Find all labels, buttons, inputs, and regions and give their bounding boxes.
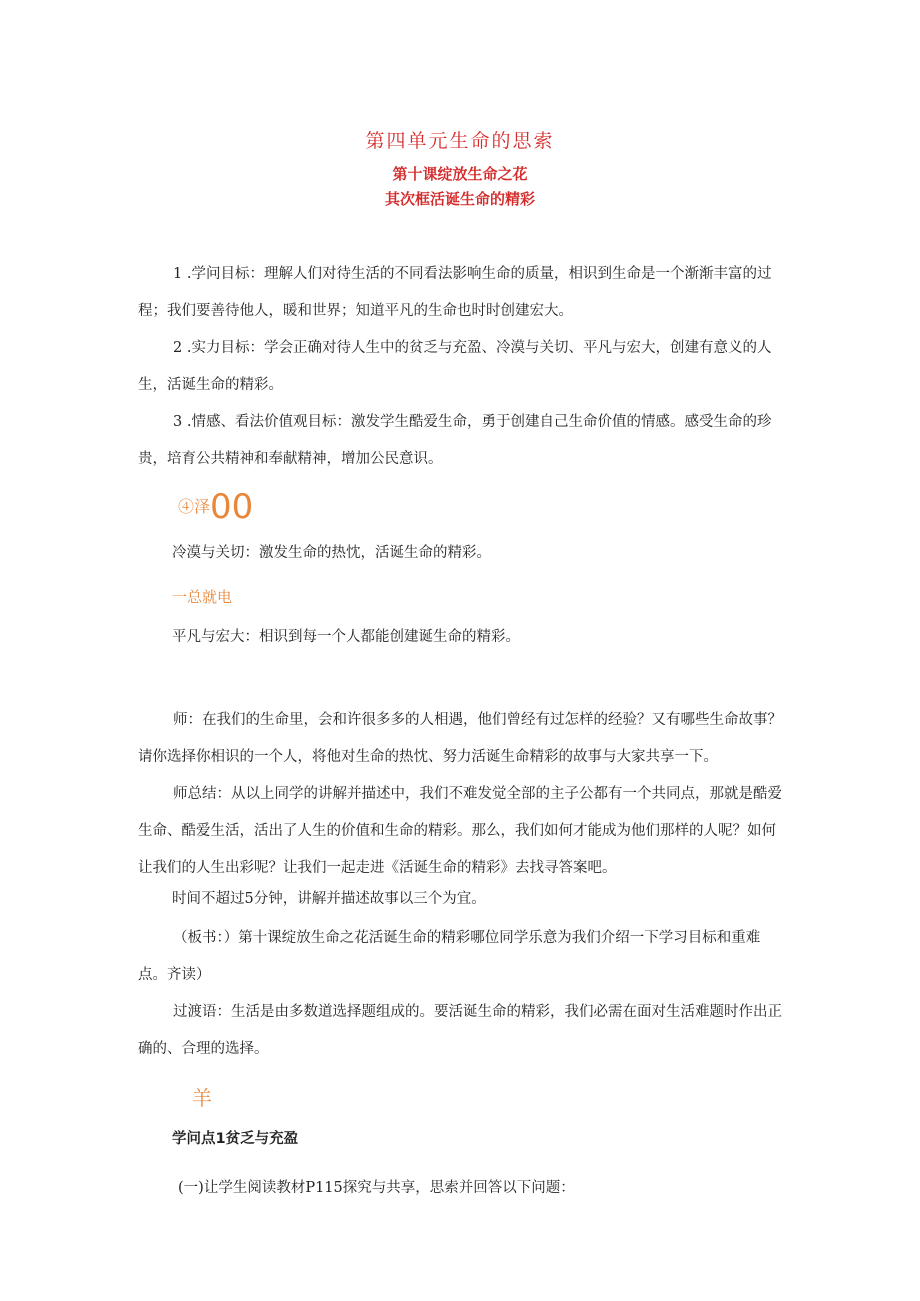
transition: 过渡语：生活是由多数道选择题组成的。要活诞生命的精彩，我们必需在面对生活难题时作出正确的、合理的选择。 [138, 1004, 782, 1057]
key-difficulty-heading-small: ④泽 [178, 497, 211, 516]
teacher-summary: 师总结：从以上同学的讲解并描述中，我们不难发觉全部的主子公都有一个共同点，那就是酷爱生命、酷爱生活，活出了人生的价值和生命的精彩。那么，我们如何才能成为他们那样的人呢？如何让我们的人生出彩呢？让我们一起走进《活诞生命的精彩》去找寻答案吧。 [138, 786, 782, 876]
key-point-1: 冷漠与关切：激发生命的热忱，活诞生命的精彩。 [172, 545, 491, 561]
question-prompt: (一)让学生阅读教材P115探究与共享，思索并回答以下问题： [178, 1180, 575, 1196]
time-note: 时间不超过5分钟，讲解并描述故事以三个为宜。 [172, 891, 486, 907]
board-writing: （板书：）第十课绽放生命之花活诞生命的精彩哪位同学乐意为我们介绍一下学习目标和重难点。齐读） [138, 930, 761, 983]
goal-emotion: 3 .情感、看法价值观目标：激发学生酷爱生命，勇于创建自己生命价值的情感。感受生命的珍贵，培育公共精神和奉献精神，增加公民意识。 [138, 414, 772, 467]
unit-title: 第四单元生命的思索 [365, 130, 555, 152]
frame-title: 其次框活诞生命的精彩 [384, 190, 535, 208]
section-heading: 一总就电 [172, 588, 233, 606]
goal-knowledge: 1 .学问目标：理解人们对待生活的不同看法影响生命的质量，相识到生命是一个渐渐丰富的过程；我们要善待他人，暖和世界；知道平凡的生命也时时创建宏大。 [138, 266, 772, 319]
key-difficulty-heading [178, 487, 253, 527]
key-difficulty-heading-big: 00 [210, 487, 254, 527]
goal-ability: 2 .实力目标：学会正确对待人生中的贫乏与充盈、冷漠与关切、平凡与宏大，创建有意义的人生，活诞生命的精彩。 [138, 340, 772, 393]
lesson-title: 第十课绽放生命之花 [392, 165, 528, 183]
section-mark: 羊 [192, 1086, 212, 1110]
key-point-2: 平凡与宏大：相识到每一个人都能创建诞生命的精彩。 [172, 629, 520, 645]
teacher-prompt: 师：在我们的生命里，会和许很多多的人相遇，他们曾经有过怎样的经验？又有哪些生命故事？请你选择你相识的一个人，将他对生命的热忱、努力活诞生命精彩的故事与大家共享一下。 [138, 712, 782, 765]
knowledge-point-title: 学问点1贫乏与充盈 [172, 1131, 299, 1147]
